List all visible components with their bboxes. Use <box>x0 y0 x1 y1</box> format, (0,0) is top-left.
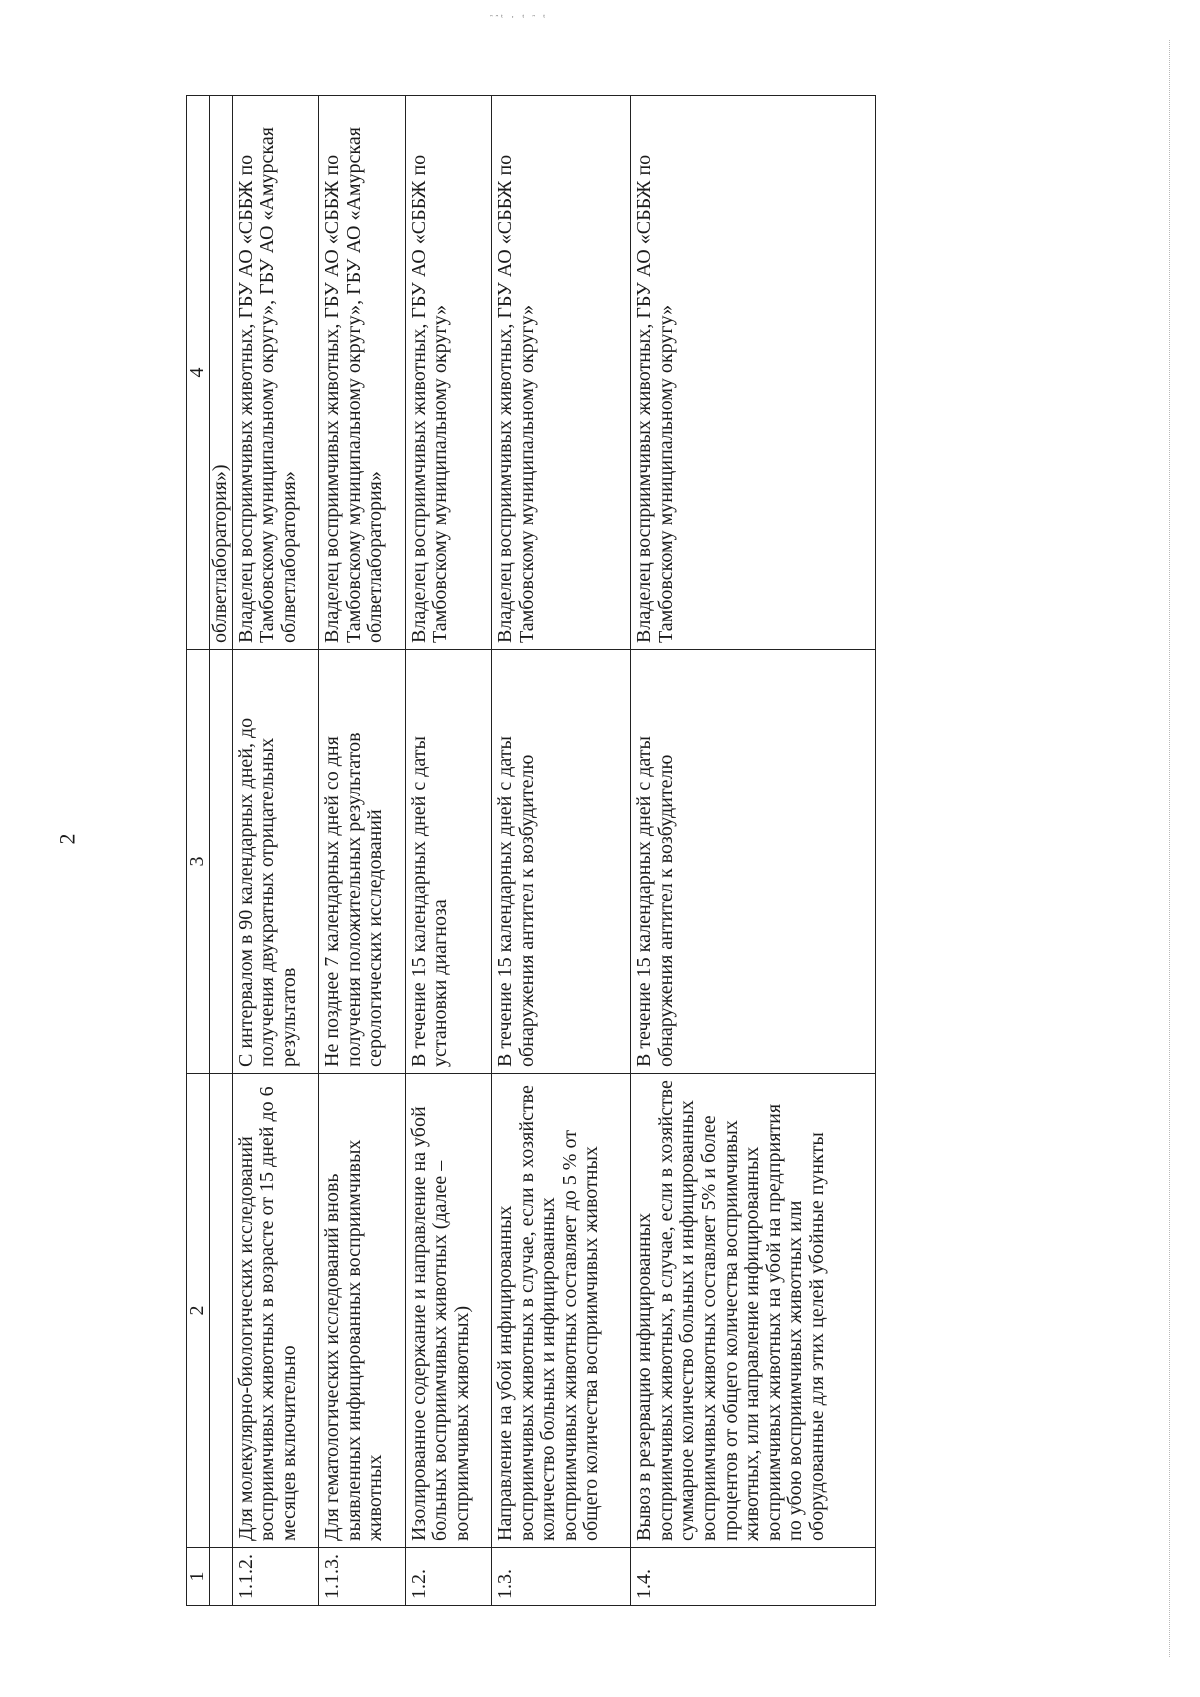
row-responsible: Владелец восприимчивых животных, ГБУ АО «СББЖ по Тамбовскому муниципальному округу» <box>492 96 631 650</box>
scan-marks: ᵔᵔᵗ · ᵗ ᵔ ᵗ <box>490 12 548 22</box>
row-term: В течение 15 календарных дней с даты обнаружения антител к возбудителю <box>631 650 876 1074</box>
row-responsible: Владелец восприимчивых животных, ГБУ АО «СББЖ по Тамбовскому муниципальному округу», ГБУ АО «Амурская облветлаборатория» <box>232 96 318 650</box>
page-number: 2 <box>54 833 80 845</box>
header-col-1: 1 <box>187 1548 210 1606</box>
table-header-row <box>187 96 210 1606</box>
row-number: 1.2. <box>405 1548 491 1606</box>
row-measure: Изолированное содержание и направление на убой больных восприимчивых животных (далее – восприимчивых животных) <box>405 1074 491 1548</box>
row-measure: Вывоз в резервацию инфицированных восприимчивых животных, в случае, если в хозяйстве суммарное количество больных и инфицированных восприимчивых животных составляет 5% и более процентов от общего количества восприимчивых животных, или направление инфицированных восприимчивых животных на убой на предприятия по убою восприимчивых животных или оборудованные для этих целей убойные пункты <box>631 1074 876 1548</box>
row-measure: Для гематологических исследований вновь выявленных инфицированных восприимчивых животных <box>319 1074 405 1548</box>
continuation-col-4: облветлаборатория») <box>210 96 233 650</box>
row-term: С интервалом в 90 календарных дней, до получения двукратных отрицательных результатов <box>232 650 318 1074</box>
continuation-col-2 <box>210 1074 233 1548</box>
row-measure: Для молекулярно-биологических исследований восприимчивых животных в возрасте от 15 дней до 6 месяцев включительно <box>232 1074 318 1548</box>
row-number: 1.3. <box>492 1548 631 1606</box>
rotated-table-container <box>186 96 876 1606</box>
header-col-4: 4 <box>187 96 210 650</box>
row-number: 1.1.3. <box>319 1548 405 1606</box>
row-number: 1.1.2. <box>232 1548 318 1606</box>
header-col-3: 3 <box>187 650 210 1074</box>
table-row <box>631 96 876 1606</box>
continuation-col-1 <box>210 1548 233 1606</box>
row-term: Не позднее 7 календарных дней со дня получения положительных результатов серологических исследований <box>319 650 405 1074</box>
continuation-row <box>210 96 233 1606</box>
row-measure: Направление на убой инфицированных восприимчивых животных в случае, если в хозяйстве количество больных и инфицированных восприимчивых животных составляет до 5 % от общего количества восприимчивых животных <box>492 1074 631 1548</box>
row-term: В течение 15 календарных дней с даты обнаружения антител к возбудителю <box>492 650 631 1074</box>
row-responsible: Владелец восприимчивых животных, ГБУ АО «СББЖ по Тамбовскому муниципальному округу», ГБУ АО «Амурская облветлаборатория» <box>319 96 405 650</box>
table-row <box>232 96 318 1606</box>
continuation-col-3 <box>210 650 233 1074</box>
measures-table <box>186 95 876 1606</box>
table-row <box>319 96 405 1606</box>
table-row <box>492 96 631 1606</box>
header-col-2: 2 <box>187 1074 210 1548</box>
row-responsible: Владелец восприимчивых животных, ГБУ АО «СББЖ по Тамбовскому муниципальному округу» <box>631 96 876 650</box>
row-responsible: Владелец восприимчивых животных, ГБУ АО «СББЖ по Тамбовскому муниципальному округу» <box>405 96 491 650</box>
scan-edge-line <box>1169 40 1170 1657</box>
row-number: 1.4. <box>631 1548 876 1606</box>
table-row <box>405 96 491 1606</box>
row-term: В течение 15 календарных дней с даты установки диагноза <box>405 650 491 1074</box>
